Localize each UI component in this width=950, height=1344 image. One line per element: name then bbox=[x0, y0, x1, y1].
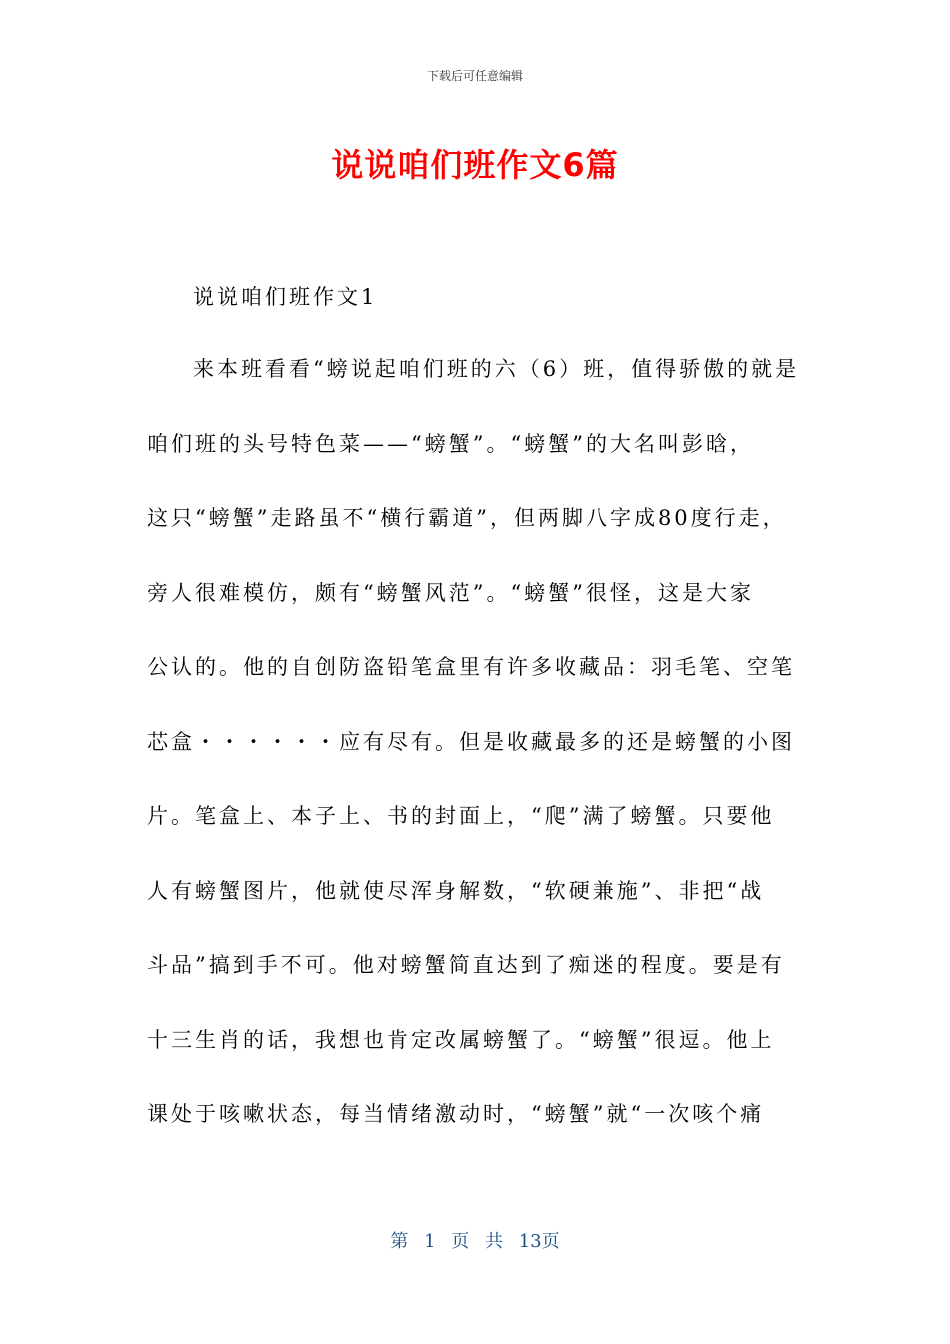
body-line: 片。笔盒上、本子上、书的封面上，“爬”满了螃蟹。只要他 bbox=[147, 804, 775, 828]
body-text bbox=[147, 352, 827, 1172]
body-line: 斗品”搞到手不可。他对螃蟹简直达到了痴迷的程度。要是有 bbox=[147, 953, 785, 977]
body-line: 来本班看看“螃说起咱们班的六（6）班，值得骄傲的就是 bbox=[193, 357, 800, 381]
page-footer bbox=[0, 1227, 950, 1253]
footer-total-pages: 13页 bbox=[518, 1231, 560, 1252]
footer-total-prefix: 共 bbox=[485, 1231, 503, 1252]
body-line: 咱们班的头号特色菜——“螃蟹”。“螃蟹”的大名叫彭晗， bbox=[147, 431, 754, 456]
footer-prefix: 第 bbox=[390, 1231, 409, 1252]
section-heading: 说说咱们班作文1 bbox=[193, 285, 378, 309]
body-line: 公认的。他的自创防盗铅笔盒里有许多收藏品：羽毛笔、空笔 bbox=[147, 655, 795, 679]
body-line: 芯盒・・・・・・应有尽有。但是收藏最多的还是螃蟹的小图 bbox=[147, 729, 795, 754]
footer-mid: 页 bbox=[451, 1231, 470, 1252]
body-line: 人有螃蟹图片，他就使尽浑身解数，“软硬兼施”、非把“战 bbox=[147, 878, 765, 903]
body-line: 这只“螃蟹”走路虽不“横行霸道”，但两脚八字成80度行走， bbox=[147, 506, 787, 530]
body-line: 课处于咳嗽状态，每当情绪激动时，“螃蟹”就“一次咳个痛 bbox=[147, 1102, 765, 1126]
header-note: 下载后可任意编辑 bbox=[426, 69, 523, 83]
footer-current-page: 1 bbox=[424, 1231, 436, 1252]
document-title: 说说咱们班作文6篇 bbox=[331, 146, 619, 184]
body-line: 旁人很难模仿，颇有“螃蟹风范”。“螃蟹”很怪，这是大家 bbox=[147, 580, 754, 605]
body-line: 十三生肖的话，我想也肯定改属螃蟹了。“螃蟹”很逗。他上 bbox=[147, 1027, 775, 1052]
